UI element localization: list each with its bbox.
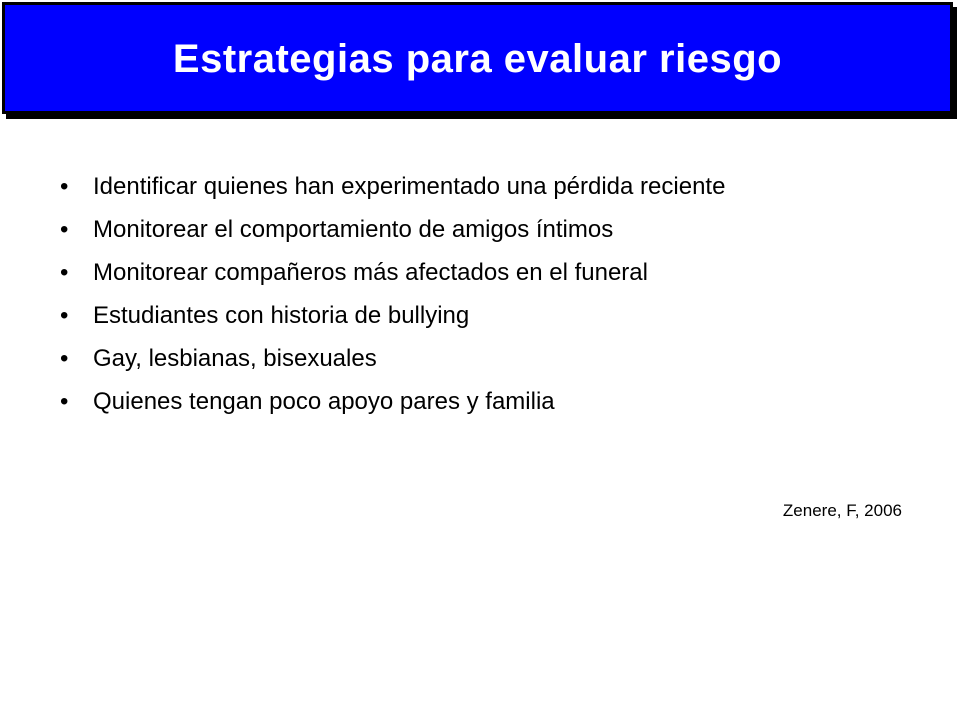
list-item-text: Monitorear compañeros más afectados en el funeral <box>93 259 648 286</box>
bullet-icon: • <box>60 173 69 200</box>
list-item <box>60 172 880 201</box>
slide-title: Estrategias para evaluar riesgo <box>172 36 783 81</box>
list-item <box>60 387 880 416</box>
bullet-icon: • <box>60 259 69 286</box>
list-item-text: Identificar quienes han experimentado una pérdida reciente <box>93 173 726 200</box>
list-item-text: Quienes tengan poco apoyo pares y familia <box>93 388 555 415</box>
bullet-list <box>60 172 880 430</box>
bullet-icon: • <box>60 216 69 243</box>
bullet-icon: • <box>60 388 69 415</box>
list-item <box>60 301 880 330</box>
list-item-text: Gay, lesbianas, bisexuales <box>93 345 377 372</box>
citation: Zenere, F, 2006 <box>782 501 902 520</box>
bullet-icon: • <box>60 302 69 329</box>
list-item <box>60 215 880 244</box>
list-item-text: Monitorear el comportamiento de amigos íntimos <box>93 216 614 243</box>
list-item <box>60 344 880 373</box>
list-item-text: Estudiantes con historia de bullying <box>93 302 470 329</box>
title-banner <box>2 2 953 114</box>
list-item <box>60 258 880 287</box>
bullet-icon: • <box>60 345 69 372</box>
